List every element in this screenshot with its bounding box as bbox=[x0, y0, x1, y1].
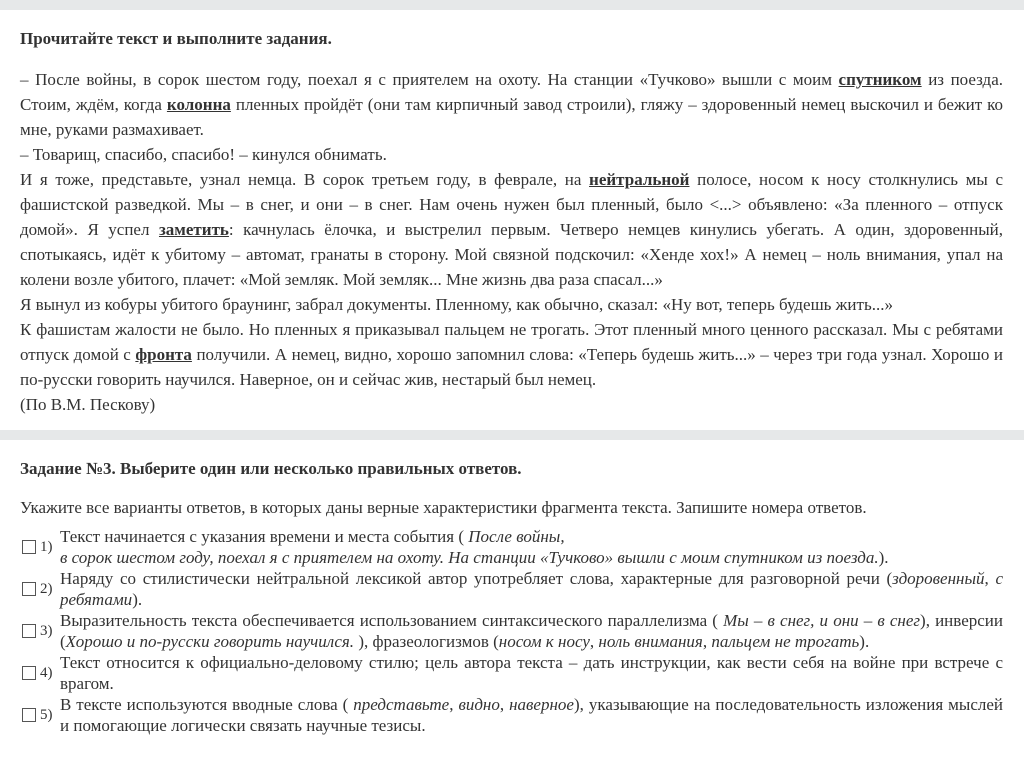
paragraph-4: Я вынул из кобуры убитого браунинг, забрал документы. Пленному, как обычно, сказал: «Ну вот, теперь будешь жить...» bbox=[20, 295, 893, 314]
option-text: В тексте используются вводные слова ( представьте, видно, наверное), указывающие на последовательность изложения мыслей и помогающие логически связать научные тезисы. bbox=[60, 695, 1003, 735]
answer-option-4 bbox=[20, 652, 1003, 694]
paragraph-5: К фашистам жалости не было. Но пленных я приказывал пальцем не трогать. Этот пленный много ценного рассказал. Мы с ребятами отпуск домой с фронта получили. А немец, видно, хорошо запомнил слова: «Теперь будешь жить...» – через три года узнал. Хорошо и по-русски говорить научился. Наверное, он и сейчас жив, нестарый был немец. bbox=[20, 320, 1003, 389]
answer-options bbox=[20, 526, 1003, 736]
section-divider bbox=[0, 430, 1024, 440]
source-citation: (По В.М. Пескову) bbox=[20, 395, 156, 414]
paragraph-2: – Товарищ, спасибо, спасибо! – кинулся обнимать. bbox=[20, 145, 387, 164]
answer-option-5 bbox=[20, 694, 1003, 736]
highlight-word-sputnik: спутником bbox=[838, 70, 922, 89]
passage bbox=[20, 67, 1003, 417]
answer-checkbox-5[interactable] bbox=[22, 708, 36, 722]
answer-checkbox-4[interactable] bbox=[22, 666, 36, 680]
option-text: Наряду со стилистически нейтральной лексикой автор употребляет слова, характерные для разговорной речи (здоровенный, с ребятами). bbox=[60, 569, 1003, 609]
paragraph-1: – После войны, в сорок шестом году, поехал я с приятелем на охоту. На станции «Тучково» вышли с моим спутником из поезда. Стоим, ждём, когда колонна пленных пройдёт (они там кирпичный завод строили), гляжу – здоровенный немец выскочил и бежит ко мне, руками размахивает. bbox=[20, 70, 1003, 139]
task-title: Задание №3. Выберите один или несколько правильных ответов. bbox=[20, 459, 522, 478]
task-panel bbox=[0, 440, 1024, 736]
option-number: 5) bbox=[40, 706, 53, 723]
option-text: Текст относится к официально-деловому стилю; цель автора текста – дать инструкции, как вести себя на войне при встрече с врагом. bbox=[60, 653, 1003, 693]
answer-option-1 bbox=[20, 526, 1003, 568]
paragraph-3: И я тоже, представьте, узнал немца. В сорок третьем году, в феврале, на нейтральной полосе, носом к носу столкнулись мы с фашистской разведкой. Мы – в снег, и они – в снег. Нам очень нужен был пленный, было <...> объявлено: «За пленного – отпуск домой». Я успел заметить: качнулась ёлочка, и выстрелил первым. Четверо немцев кинулись убегать. А один, здоровенный, спотыкаясь, идёт к убитому – автомат, гранаты в сторону. Мой связной подскочил: «Хенде хох!» А немец – ноль внимания, упал на колени возле убитого, плачет: «Мой земляк. Мой земляк... Мне жизнь два раза спасал...» bbox=[20, 170, 1003, 289]
text-title: Прочитайте текст и выполните задания. bbox=[20, 29, 332, 48]
highlight-word-fronta: фронта bbox=[135, 345, 192, 364]
option-number: 2) bbox=[40, 580, 53, 597]
answer-checkbox-1[interactable] bbox=[22, 540, 36, 554]
top-divider bbox=[0, 0, 1024, 10]
answer-checkbox-2[interactable] bbox=[22, 582, 36, 596]
highlight-word-neitralnoi: нейтральной bbox=[589, 170, 690, 189]
option-text: Выразительность текста обеспечивается использованием синтаксического параллелизма ( Мы – в снег, и они – в снег), инверсии (Хорошо и по-русски говорить научился. ), фразеологизмов (носом к носу, ноль внимания, пальцем не трогать). bbox=[60, 611, 1003, 651]
highlight-word-zametit: заметить bbox=[158, 220, 229, 239]
option-number: 1) bbox=[40, 538, 53, 555]
task-instruction: Укажите все варианты ответов, в которых даны верные характеристики фрагмента текста. Запишите номера ответов. bbox=[20, 498, 867, 517]
answer-checkbox-3[interactable] bbox=[22, 624, 36, 638]
text-panel bbox=[0, 10, 1024, 430]
option-number: 3) bbox=[40, 622, 53, 639]
answer-option-3 bbox=[20, 610, 1003, 652]
highlight-word-kolonna: колонна bbox=[166, 95, 231, 114]
answer-option-2 bbox=[20, 568, 1003, 610]
option-text: Текст начинается с указания времени и места события ( После войны, в сорок шестом году, поехал я с приятелем на охоту. На станции «Тучково» вышли с моим спутником из поезда.). bbox=[60, 527, 889, 567]
option-number: 4) bbox=[40, 664, 53, 681]
